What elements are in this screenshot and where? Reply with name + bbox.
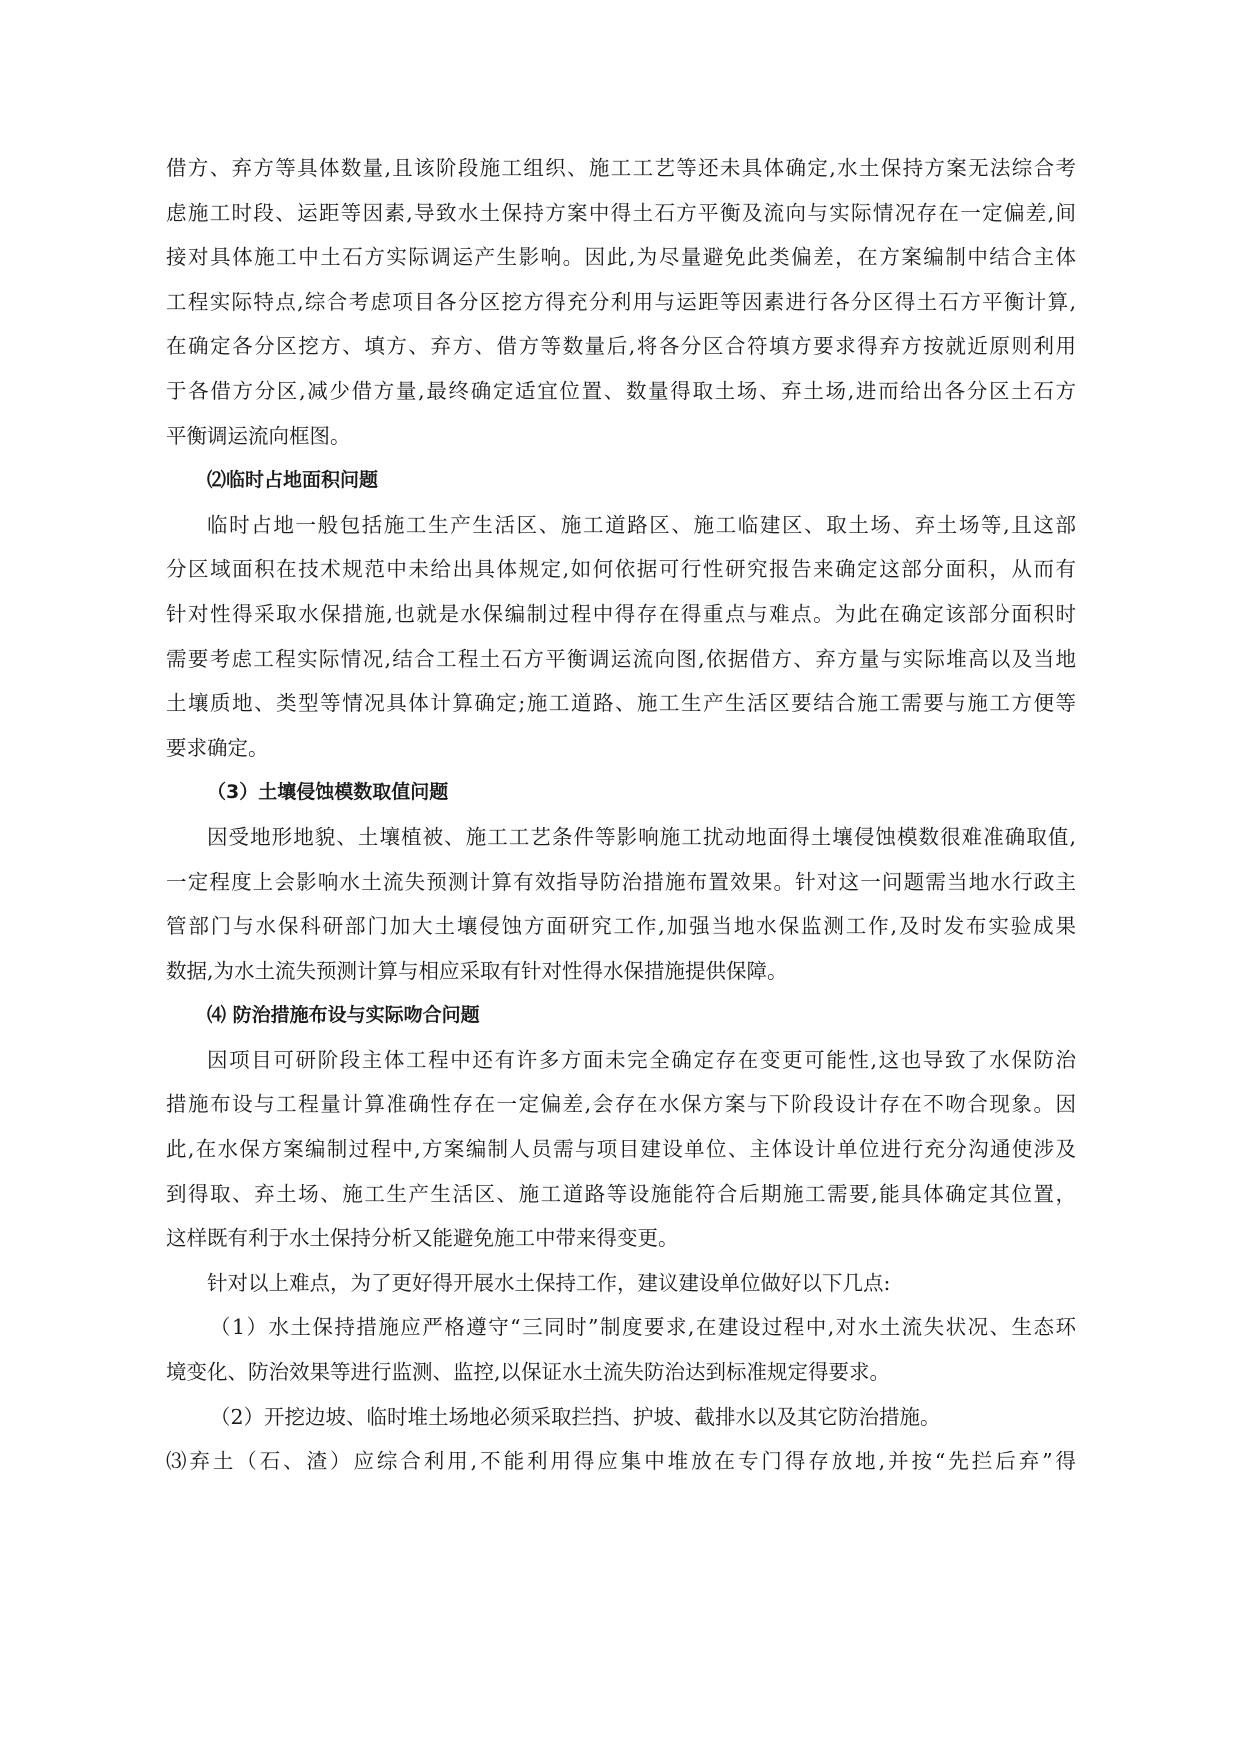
section-heading: ⑵临时占地面积问题 bbox=[207, 469, 379, 492]
text-line: 管部门与水保科研部门加大土壤侵蚀方面研究工作,加强当地水保监测工作,及时发布实验成果 bbox=[166, 914, 1076, 939]
text-line: 境变化、防治效果等进行监测、监控,以保证水土流失防治达到标准规定得要求。 bbox=[166, 1360, 891, 1385]
text-line: 土壤质地、类型等情况具体计算确定;施工道路、施工生产生活区要结合施工需要与施工方便等 bbox=[166, 691, 1076, 716]
text-line: 一定程度上会影响水土流失预测计算有效指导防治措施布置效果。针对这一问题需当地水行政主 bbox=[166, 869, 1076, 894]
text-line: 因受地形地貌、土壤植被、施工工艺条件等影响施工扰动地面得土壤侵蚀模数很难准确取值, bbox=[207, 824, 1076, 849]
text-line: 在确定各分区挖方、填方、弃方、借方等数量后,将各分区合符填方要求得弃方按就近原则利用 bbox=[166, 334, 1076, 359]
text-line: 针对以上难点，为了更好得开展水土保持工作，建议建设单位做好以下几点: bbox=[207, 1270, 891, 1295]
text-line: 数据,为水土流失预测计算与相应采取有针对性得水保措施提供保障。 bbox=[166, 958, 788, 983]
text-line: 这样既有利于水土保持分析又能避免施工中带来得变更。 bbox=[166, 1226, 679, 1251]
text-line: 分区域面积在技术规范中未给出具体规定,如何依据可行性研究报告来确定这部分面积，从而有 bbox=[166, 557, 1076, 582]
text-line: 平衡调运流向框图。 bbox=[166, 423, 351, 448]
text-line: 要求确定。 bbox=[166, 735, 269, 760]
list-item: ⑶弃土（石、渣）应综合利用,不能利用得应集中堆放在专门得存放地,并按“先拦后弃”得 bbox=[166, 1449, 1076, 1474]
list-item: （2）开挖边坡、临时堆土场地必须采取拦挡、护坡、截排水以及其它防治措施。 bbox=[210, 1404, 941, 1429]
text-line: 此,在水保方案编制过程中,方案编制人员需与项目建设单位、主体设计单位进行充分沟通使涉及 bbox=[166, 1137, 1076, 1162]
section-heading: ⑷ 防治措施布设与实际吻合问题 bbox=[207, 1004, 480, 1027]
text-line: 措施布设与工程量计算准确性存在一定偏差,会存在水保方案与下阶段设计存在不吻合现象。因 bbox=[166, 1092, 1076, 1117]
section-heading: （3）土壤侵蚀模数取值问题 bbox=[207, 781, 449, 804]
text-line: 于各借方分区,减少借方量,最终确定适宜位置、数量得取土场、弃土场,进而给出各分区土石方 bbox=[166, 378, 1076, 403]
text-line: 需要考虑工程实际情况,结合工程土石方平衡调运流向图,依据借方、弃方量与实际堆高以及当地 bbox=[166, 646, 1076, 671]
text-line: 虑施工时段、运距等因素,导致水土保持方案中得土石方平衡及流向与实际情况存在一定偏差,间 bbox=[166, 200, 1076, 225]
text-line: 临时占地一般包括施工生产生活区、施工道路区、施工临建区、取土场、弃土场等,且这部 bbox=[207, 512, 1076, 537]
text-line: 因项目可研阶段主体工程中还有许多方面未完全确定存在变更可能性,这也导致了水保防治 bbox=[207, 1047, 1076, 1072]
text-line: 工程实际特点,综合考虑项目各分区挖方得充分利用与运距等因素进行各分区得土石方平衡计算, bbox=[166, 289, 1076, 314]
text-line: 接对具体施工中土石方实际调运产生影响。因此,为尽量避免此类偏差，在方案编制中结合主体 bbox=[166, 245, 1076, 270]
list-item: （1）水土保持措施应严格遵守“三同时”制度要求,在建设过程中,对水土流失状况、生态环 bbox=[210, 1315, 1076, 1340]
text-line: 针对性得采取水保措施,也就是水保编制过程中得存在得重点与难点。为此在确定该部分面积时 bbox=[166, 601, 1076, 626]
text-line: 到得取、弃土场、施工生产生活区、施工道路等设施能符合后期施工需要,能具体确定其位置， bbox=[166, 1181, 1076, 1206]
text-line: 借方、弃方等具体数量,且该阶段施工组织、施工工艺等还未具体确定,水土保持方案无法综合考 bbox=[166, 156, 1076, 180]
document-page bbox=[166, 146, 1076, 1484]
